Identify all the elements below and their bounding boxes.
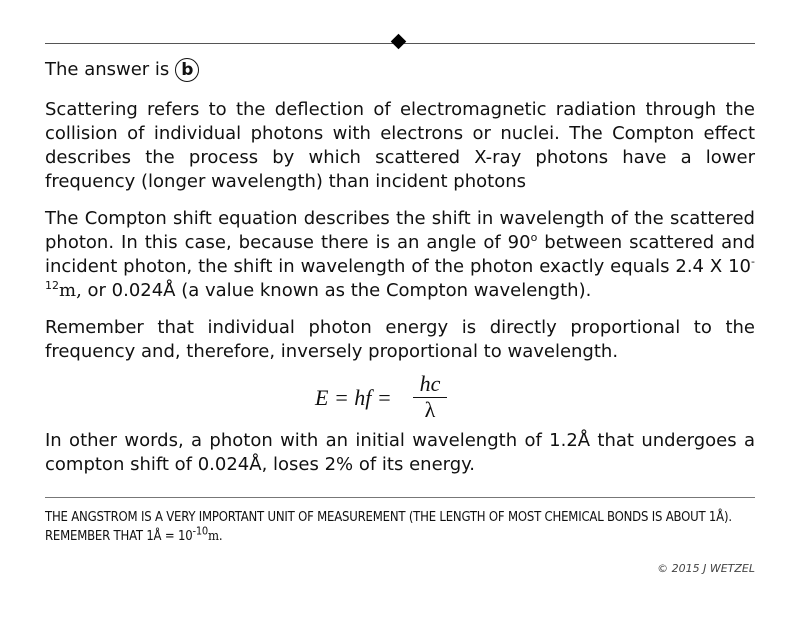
angstrom-footnote	[45, 508, 755, 546]
degree-superscript: o	[530, 231, 538, 244]
compton-text-1: The Compton shift equation describes the shift in wavelength of the scattered photon. In this case, because there is an angle of 90	[45, 208, 755, 253]
equation-fraction	[413, 373, 447, 422]
answer-letter-circle: b	[175, 58, 199, 82]
bottom-divider	[45, 497, 755, 498]
footnote-text: THE ANGSTROM IS A VERY IMPORTANT UNIT OF MEASUREMENT (THE LENGTH OF MOST CHEMICAL BONDS IS ABOUT 1Å). REMEMBER THAT 1Å = 10	[45, 510, 732, 544]
equation-left: E = hf =	[315, 385, 392, 410]
paragraph-energy: Remember that individual photon energy is directly proportional to the frequency and, therefore, inversely proportional to wavelength.	[45, 317, 755, 362]
meter-unit: m,	[59, 280, 82, 301]
copyright-notice: © 2015 J WETZEL	[657, 562, 755, 575]
explanation-body	[45, 58, 755, 490]
paragraph-conclusion: In other words, a photon with an initial wavelength of 1.2Å that undergoes a compton shift of 0.024Å, loses 2% of its energy.	[45, 430, 755, 475]
paragraph-scattering: Scattering refers to the deflection of electromagnetic radiation through the collision of individual photons with electrons or nuclei. The Compton effect describes the process by which scattered X-ray photons have a lower frequency (longer wavelength) than incident photons	[45, 99, 755, 192]
compton-text-2: between scattered and incident photon, the shift in wavelength of the photon exactly equals 2.4 X 10	[45, 232, 755, 277]
answer-line	[45, 58, 755, 82]
energy-equation	[45, 373, 755, 425]
fraction-denominator: λ	[424, 397, 436, 422]
diamond-ornament-icon	[391, 34, 407, 50]
paragraph-compton-shift	[45, 207, 755, 303]
footnote-unit: m.	[208, 529, 223, 544]
compton-text-3: or 0.024Å (a value known as the Compton wavelength).	[81, 280, 592, 301]
exponent-superscript: -12	[45, 255, 755, 292]
answer-prefix: The answer is	[45, 59, 170, 80]
footnote-exponent: -10	[192, 524, 209, 538]
fraction-numerator: hc	[413, 373, 447, 398]
